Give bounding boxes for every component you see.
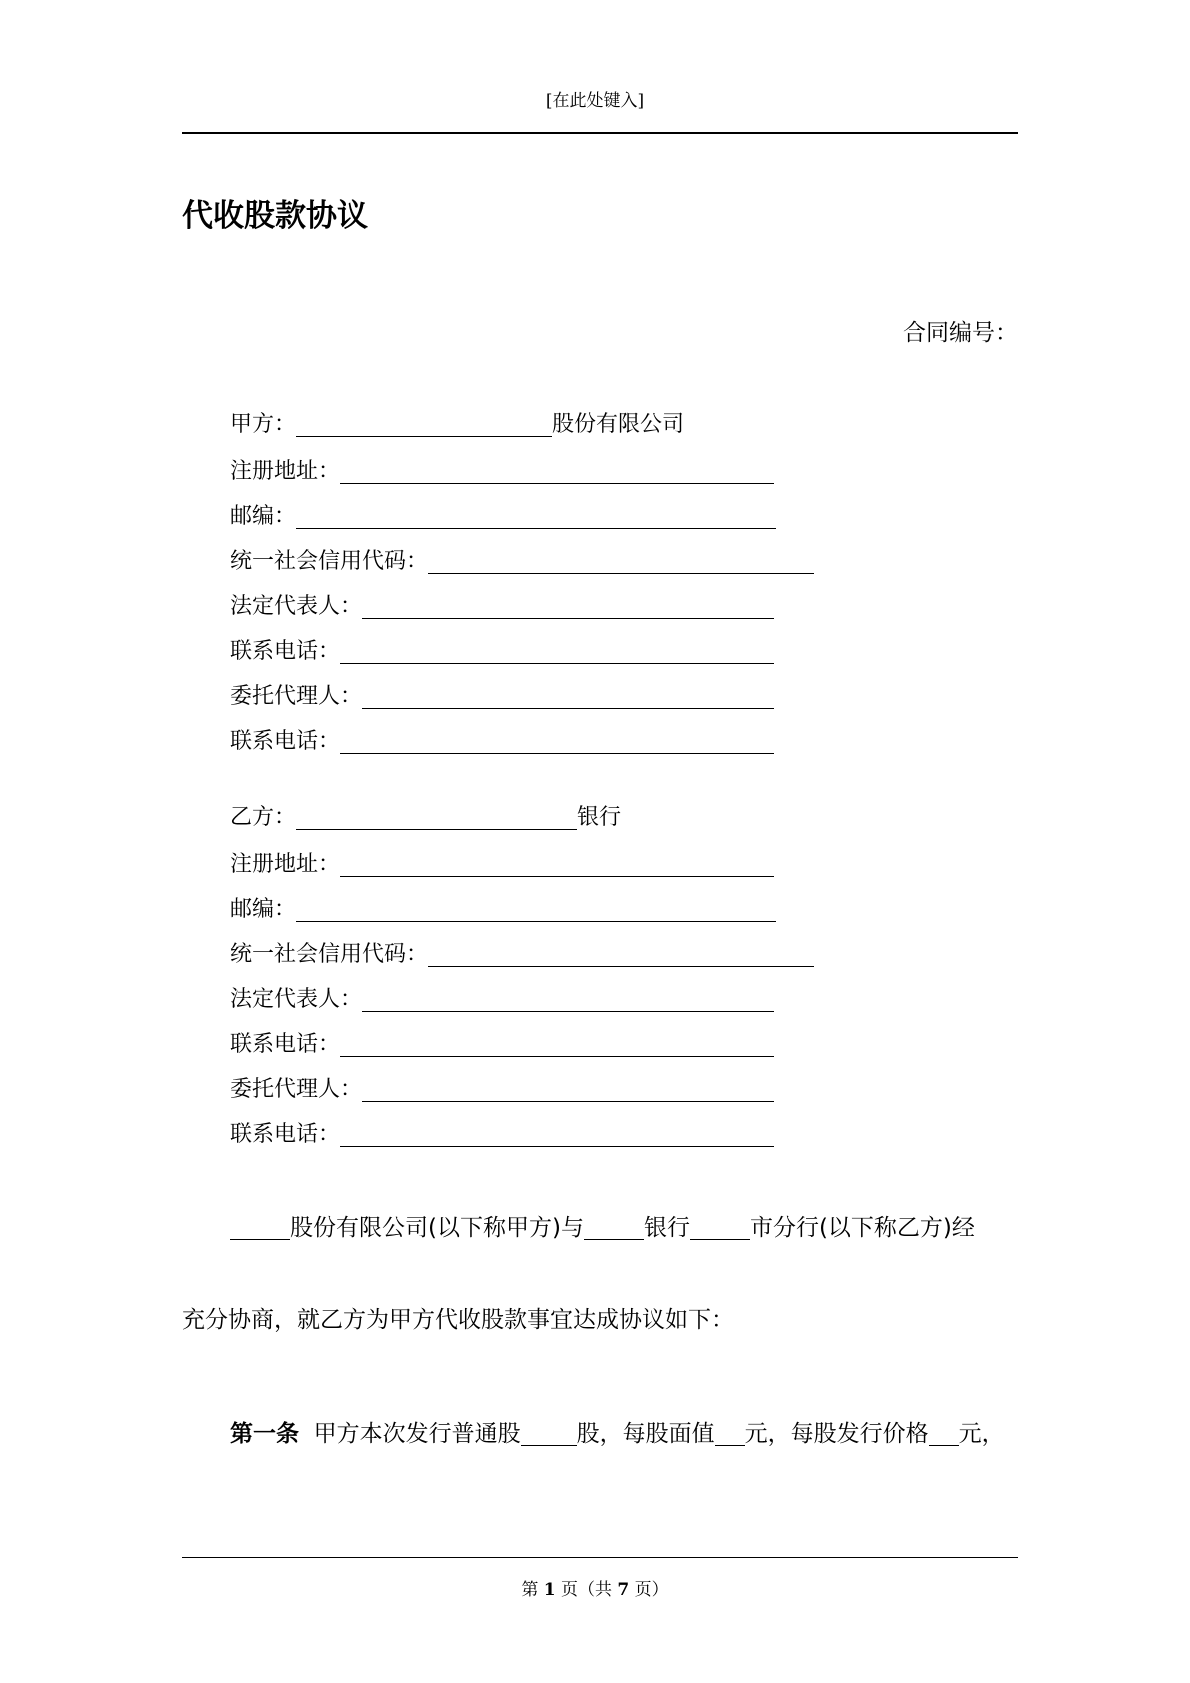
party-b-suffix: 银行 [577, 805, 622, 830]
field-label: 统一社会信用代码： [230, 549, 429, 574]
party-a-field-row [230, 457, 774, 487]
party-b-field-row [230, 850, 774, 880]
header-rule [182, 132, 1018, 134]
field-label: 邮编： [230, 504, 297, 529]
field-label: 法定代表人： [230, 987, 363, 1012]
field-blank[interactable] [340, 1122, 774, 1147]
field-blank[interactable] [296, 897, 776, 922]
field-label: 委托代理人： [230, 684, 363, 709]
party-a-label: 甲方： [230, 412, 297, 437]
field-blank[interactable] [362, 1077, 774, 1102]
field-blank[interactable] [340, 459, 774, 484]
bank-blank[interactable] [584, 1215, 644, 1240]
party-b-name-row [230, 803, 621, 833]
field-label: 联系电话： [230, 1122, 341, 1147]
article-1-seg-2: 股，每股面值 [576, 1421, 715, 1447]
field-blank[interactable] [428, 549, 814, 574]
footer-suffix: 页） [634, 1580, 669, 1600]
article-1-seg-4: 元， [958, 1421, 1005, 1447]
field-blank[interactable] [362, 594, 774, 619]
party-b-field-row [230, 985, 774, 1015]
field-blank[interactable] [340, 729, 774, 754]
field-label: 邮编： [230, 897, 297, 922]
issue-price-blank[interactable] [929, 1421, 959, 1446]
intro-seg-2: 银行 [643, 1215, 690, 1241]
document-title: 代收股款协议 [182, 198, 368, 234]
party-a-field-row [230, 547, 814, 577]
party-a-name-row [230, 410, 684, 440]
field-blank[interactable] [340, 852, 774, 877]
footer-prefix: 第 [521, 1580, 539, 1600]
article-1-seg-3: 元，每股发行价格 [744, 1421, 929, 1447]
party-b-field-row [230, 1075, 774, 1105]
party-b-field-row [230, 940, 814, 970]
intro-line-1 [230, 1212, 975, 1244]
city-blank[interactable] [690, 1215, 750, 1240]
company-blank[interactable] [230, 1215, 290, 1240]
field-label: 联系电话： [230, 729, 341, 754]
field-label: 统一社会信用代码： [230, 942, 429, 967]
shares-count-blank[interactable] [521, 1421, 577, 1446]
page-header: [在此处键入] [545, 91, 645, 111]
article-1-heading: 第一条 [230, 1421, 299, 1447]
party-b-field-row [230, 1120, 774, 1150]
party-a-name-blank[interactable] [296, 412, 552, 437]
party-a-field-row [230, 682, 774, 712]
current-page-number: 1 [543, 1580, 556, 1600]
field-label: 注册地址： [230, 852, 341, 877]
page-footer [0, 1575, 1190, 1600]
party-a-field-row [230, 637, 774, 667]
field-blank[interactable] [362, 987, 774, 1012]
intro-line-2: 充分协商，就乙方为甲方代收股款事宜达成协议如下： [182, 1307, 734, 1333]
field-blank[interactable] [296, 504, 776, 529]
field-label: 注册地址： [230, 459, 341, 484]
article-1 [230, 1418, 1005, 1450]
contract-number-label: 合同编号： [903, 320, 1018, 346]
party-a-suffix: 股份有限公司 [552, 412, 685, 437]
intro-seg-3: 市分行(以下称乙方)经 [749, 1215, 975, 1241]
field-blank[interactable] [362, 684, 774, 709]
field-label: 联系电话： [230, 639, 341, 664]
footer-mid: 页（共 [561, 1580, 612, 1600]
party-b-name-blank[interactable] [296, 805, 577, 830]
field-label: 委托代理人： [230, 1077, 363, 1102]
par-value-blank[interactable] [715, 1421, 745, 1446]
party-a-field-row [230, 592, 774, 622]
party-a-field-row [230, 502, 776, 532]
field-blank[interactable] [340, 639, 774, 664]
party-b-field-row [230, 1030, 774, 1060]
field-label: 法定代表人： [230, 594, 363, 619]
field-label: 联系电话： [230, 1032, 341, 1057]
field-blank[interactable] [428, 942, 814, 967]
intro-seg-1: 股份有限公司(以下称甲方)与 [290, 1215, 584, 1241]
field-blank[interactable] [340, 1032, 774, 1057]
total-page-count: 7 [617, 1580, 630, 1600]
footer-rule [182, 1557, 1018, 1558]
party-b-field-row [230, 895, 776, 925]
article-1-seg-1: 甲方本次发行普通股 [313, 1421, 521, 1447]
party-a-field-row [230, 727, 774, 757]
party-b-label: 乙方： [230, 805, 297, 830]
